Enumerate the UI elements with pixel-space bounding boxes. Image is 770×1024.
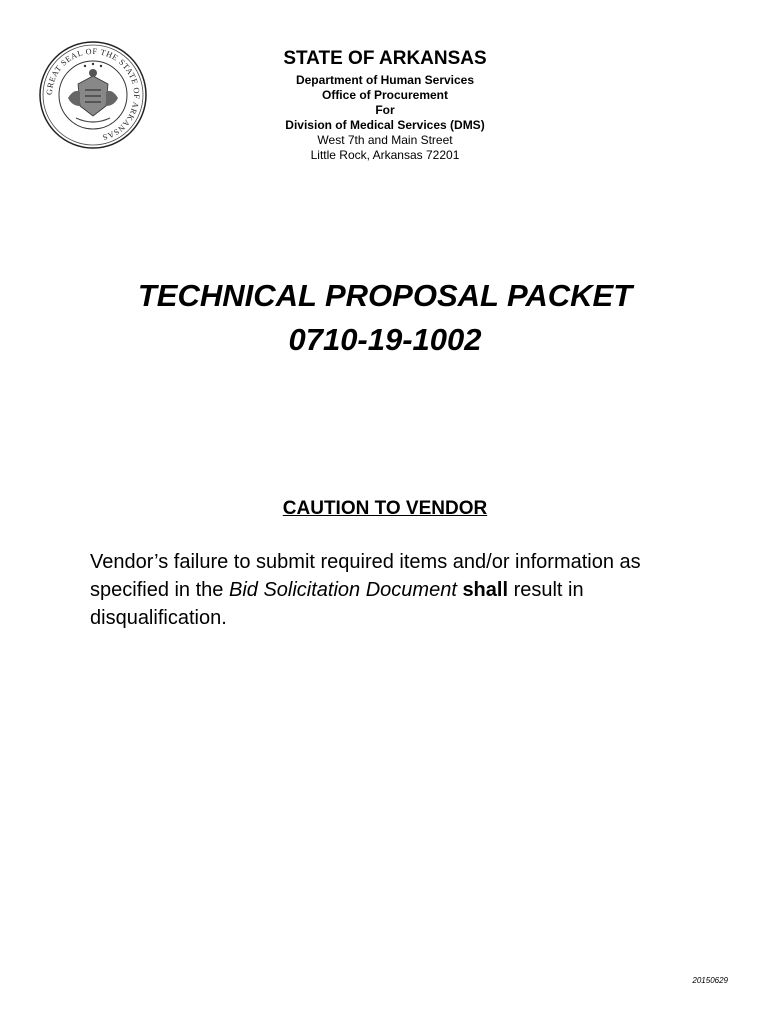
seal-text: GREAT SEAL OF THE STATE OF ARKANSAS — [44, 46, 142, 142]
caution-bold-text: shall — [462, 579, 509, 601]
document-number: 0710-19-1002 — [288, 322, 482, 357]
caution-paragraph — [90, 548, 690, 632]
street-address: West 7th and Main Street — [317, 133, 453, 147]
city-address: Little Rock, Arkansas 72201 — [310, 148, 460, 162]
caution-heading: CAUTION TO VENDOR — [282, 498, 488, 519]
department-name: Department of Human Services — [295, 73, 475, 87]
agency-header — [235, 48, 535, 163]
office-name: Office of Procurement — [321, 88, 449, 102]
caution-text-part1: Vendor’s failure to submit required items and/or information as specified in the — [90, 551, 641, 601]
for-label: For — [375, 103, 395, 117]
state-seal — [38, 40, 148, 150]
state-title: STATE OF ARKANSAS — [283, 48, 487, 69]
document-title: TECHNICAL PROPOSAL PACKET — [137, 278, 633, 313]
footer-code: 20150629 — [692, 976, 728, 985]
caution-italic-text: Bid Solicitation Document — [228, 579, 457, 601]
division-name: Division of Medical Services (DMS) — [285, 118, 485, 132]
state-seal-icon — [38, 40, 148, 150]
caution-text-part2: result in disqualification. — [90, 579, 584, 629]
